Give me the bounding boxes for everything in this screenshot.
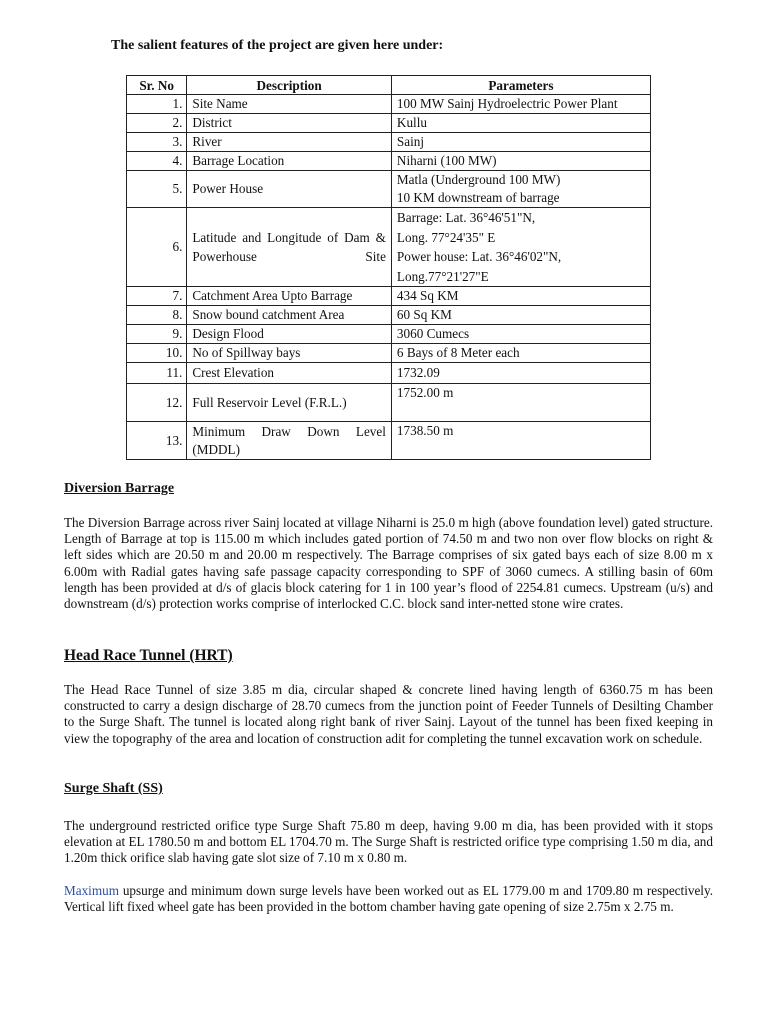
table-row xyxy=(127,152,651,171)
head-race-tunnel-paragraph: The Head Race Tunnel of size 3.85 m dia, circular shaped & concrete lined having length of 6360.75 m has been constructed to carry a design discharge of 28.70 cumecs from the junction point of Feeder Tunnels of Desilting Chamber to the Surge Shaft. The tunnel is located along right bank of river Sainj. Layout of the tunnel has been fixed keeping in view the topography of the area and location of construction adit for completing the tunnel excavation work on schedule. xyxy=(64,682,713,746)
row-number: 12. xyxy=(127,384,187,422)
row-description: Crest Elevation xyxy=(187,363,392,384)
row-parameter: Sainj xyxy=(391,133,650,152)
table-row xyxy=(127,306,651,325)
maximum-lead-word: Maximum xyxy=(64,883,119,898)
row-number: 1. xyxy=(127,95,187,114)
section-heading-diversion-barrage: Diversion Barrage xyxy=(64,481,175,496)
table-row xyxy=(127,325,651,344)
row-parameter: 100 MW Sainj Hydroelectric Power Plant xyxy=(391,95,650,114)
row-number: 8. xyxy=(127,306,187,325)
row-description: River xyxy=(187,133,392,152)
row-parameter: 1732.09 xyxy=(391,363,650,384)
table-row xyxy=(127,114,651,133)
row-description: Barrage Location xyxy=(187,152,392,171)
row-number: 10. xyxy=(127,344,187,363)
surge-shaft-paragraph: The underground restricted orifice type Surge Shaft 75.80 m deep, having 9.00 m dia, has been provided with it stops elevation at EL 1780.50 m and bottom EL 1704.70 m. The Surge Shaft is restricted orifice type comprising 1.50 m dia, and 1.20m thick orifice slab having gate slot size of 7.10 m x 0.80 m. xyxy=(64,818,713,866)
row-parameter: Niharni (100 MW) xyxy=(391,152,650,171)
row-parameter: 434 Sq KM xyxy=(391,287,650,306)
diversion-barrage-paragraph: The Diversion Barrage across river Sainj located at village Niharni is 25.0 m high (above foundation level) gated structure. Length of Barrage at top is 115.00 m which includes gated portion of 74.50 m and two non over flow blocks on right & left sides which are 20.50 m and 20.00 m respectively. The Barrage comprises of six gated bays each of size 8.00 m x 6.00m with Radial gates having safe passage capacity corresponding to SPF of 3060 cumecs. A stilling basin of 60m length has been provided at d/s of glacis block catering for 1 in 100 year’s flood of 2254.81 cumecs. Upstream (u/s) and downstream (d/s) protection works comprise of interlocked C.C. block sand inter-netted stone wire crates. xyxy=(64,515,713,612)
parameter-line: Long.77°21'27"E xyxy=(396,268,489,284)
surge-levels-paragraph xyxy=(64,883,713,915)
section-heading-head-race-tunnel: Head Race Tunnel (HRT) xyxy=(64,647,233,664)
parameter-line: Long. 77°24'35" E xyxy=(396,229,496,245)
table-row xyxy=(127,95,651,114)
row-number: 3. xyxy=(127,133,187,152)
table-row xyxy=(127,363,651,384)
row-description: District xyxy=(187,114,392,133)
table-row xyxy=(127,133,651,152)
row-number: 5. xyxy=(127,171,187,208)
header-sr-no: Sr. No xyxy=(127,76,187,95)
table-row xyxy=(127,422,651,460)
row-description: Full Reservoir Level (F.R.L.) xyxy=(187,384,392,422)
parameter-line: 10 KM downstream of barrage xyxy=(396,190,560,205)
surge-levels-text: upsurge and minimum down surge levels have been worked out as EL 1779.00 m and 1709.80 m respectively. Vertical lift fixed wheel gate has been provided in the bottom chamber having gate opening of size 2.75m x 2.75 m. xyxy=(64,883,714,915)
table-header-row xyxy=(127,76,651,95)
row-number: 4. xyxy=(127,152,187,171)
table-row xyxy=(127,208,651,287)
row-parameter: 60 Sq KM xyxy=(391,306,650,325)
row-description: Site Name xyxy=(187,95,392,114)
row-number: 6. xyxy=(127,208,187,287)
row-description: Design Flood xyxy=(187,325,392,344)
row-parameter xyxy=(391,208,650,287)
section-heading-surge-shaft: Surge Shaft (SS) xyxy=(64,781,163,796)
row-number: 2. xyxy=(127,114,187,133)
row-description: Power House xyxy=(187,171,392,208)
header-description: Description xyxy=(187,76,392,95)
row-parameter: 1738.50 m xyxy=(391,422,650,460)
row-description: Latitude and Longitude of Dam & Powerhouse Site xyxy=(187,208,392,287)
intro-text: The salient features of the project are given here under: xyxy=(111,38,444,53)
row-parameter: 3060 Cumecs xyxy=(391,325,650,344)
row-number: 7. xyxy=(127,287,187,306)
parameter-line: Matla (Underground 100 MW) xyxy=(396,172,561,187)
row-description: Minimum Draw Down Level (MDDL) xyxy=(187,422,392,460)
table-row xyxy=(127,287,651,306)
table-row xyxy=(127,384,651,422)
row-parameter: Kullu xyxy=(391,114,650,133)
parameter-line: Barrage: Lat. 36°46'51"N, xyxy=(396,210,536,225)
row-description: Snow bound catchment Area xyxy=(187,306,392,325)
row-description: Catchment Area Upto Barrage xyxy=(187,287,392,306)
salient-features-table xyxy=(126,75,651,460)
row-parameter: 6 Bays of 8 Meter each xyxy=(391,344,650,363)
table-row xyxy=(127,171,651,208)
row-number: 11. xyxy=(127,363,187,384)
row-number: 9. xyxy=(127,325,187,344)
parameter-line: Power house: Lat. 36°46'02"N, xyxy=(396,249,562,264)
row-parameter: 1752.00 m xyxy=(391,384,650,422)
row-number: 13. xyxy=(127,422,187,460)
row-parameter xyxy=(391,171,650,208)
table-row xyxy=(127,344,651,363)
header-parameters: Parameters xyxy=(391,76,650,95)
row-description: No of Spillway bays xyxy=(187,344,392,363)
